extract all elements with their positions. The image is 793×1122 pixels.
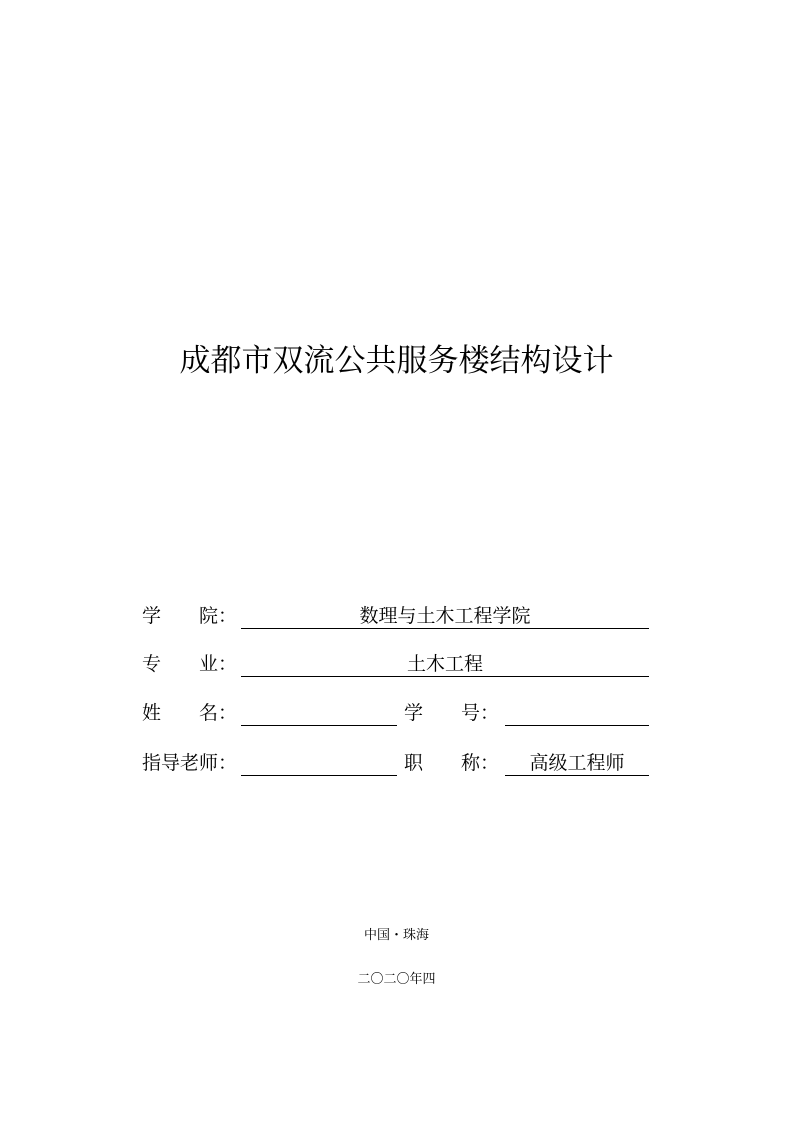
college-label: 学 院： [142,605,238,627]
student-id-label: 学 号： [404,702,500,724]
college-field: 数理与土木工程学院 [241,604,649,629]
name-label: 姓 名： [142,702,238,724]
advisor-field [241,751,397,776]
advisor-label: 指导老师： [142,752,238,774]
major-label: 专 业： [142,653,238,675]
cover-title: 成都市双流公共服务楼结构设计 [179,343,614,379]
major-field: 土木工程 [241,652,649,677]
footer-date: 二〇二〇年四 [357,972,436,987]
professional-title-label: 职 称： [404,752,500,774]
name-field [241,701,397,726]
student-id-field [505,701,649,726]
professional-title-field: 高级工程师 [505,751,649,776]
footer-location: 中国・珠海 [363,928,429,943]
